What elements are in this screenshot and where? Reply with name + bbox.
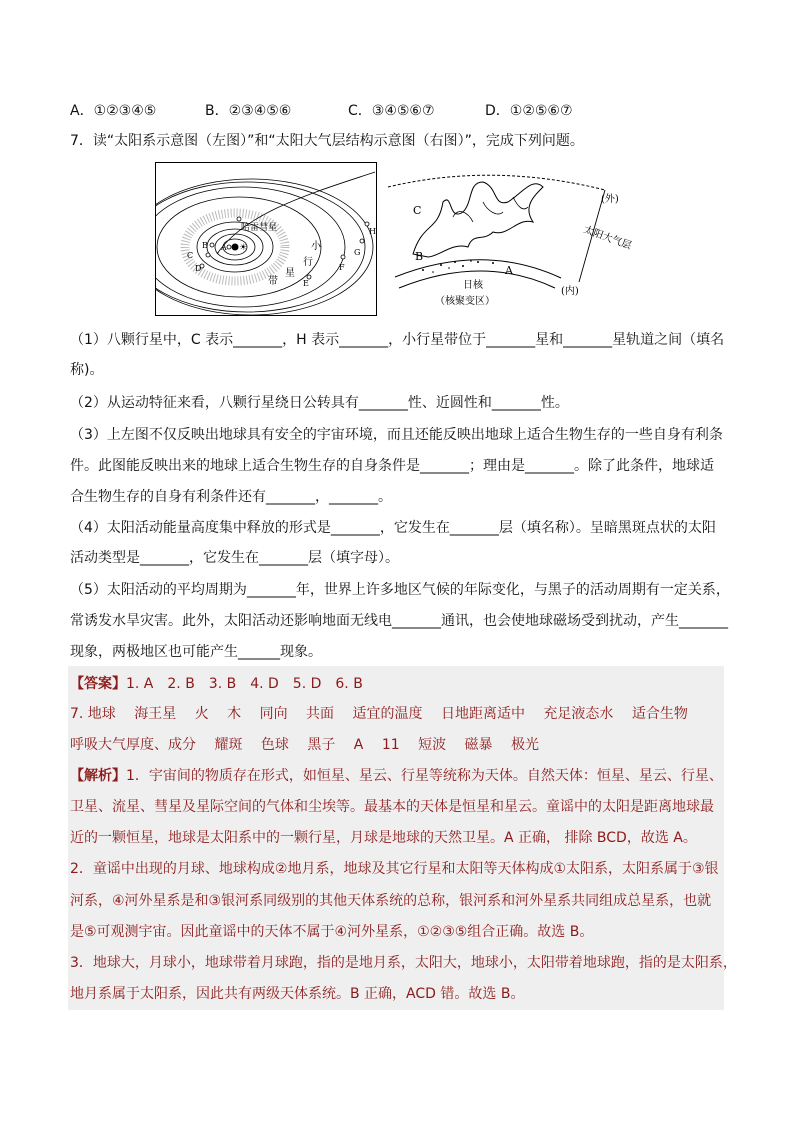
q4-line-2: 活动类型是_______，它发生在_______层（填字母）。 bbox=[70, 550, 399, 566]
belt-char-2: 行 bbox=[303, 257, 313, 268]
q5-line-2: 常诱发水旱灾害。此外，太阳活动还影响地面无线电_______通讯，也会使地球磁场受到扰动，产生_______ bbox=[70, 613, 728, 629]
solar-atmosphere-figure bbox=[383, 162, 645, 318]
analysis-p2-line-1: 2．童谣中出现的月球、地球构成②地月系，地球及其它行星和太阳等天体构成①太阳系，太阳系属于③银 bbox=[70, 861, 719, 877]
option-d: D．①②⑤⑥⑦ bbox=[485, 103, 573, 119]
q5-line-1: （5）太阳活动的平均周期为_______年，世界上许多地区气候的年际变化，与黑子的活动周期有一定关系， bbox=[70, 582, 730, 598]
q2-line: （2）从运动特征来看，八颗行星绕日公转具有_______性、近圆性和_______性。 bbox=[70, 395, 569, 411]
analysis-p2-line-2: 河系，④河外星系是和③银河系同级别的其他天体系统的总称，银河系和河外星系共同组成总星系，也就 bbox=[70, 893, 712, 909]
q4-line-1: （4）太阳活动能量高度集中释放的形式是_______，它发生在_______层（填名称）。呈暗黑斑点状的太阳 bbox=[70, 520, 716, 536]
analysis-p1-line-1 bbox=[70, 766, 723, 786]
layer-b-label: B bbox=[415, 250, 424, 263]
q3-line-3: 合生物生存的自身有利条件还有_______，_______。 bbox=[70, 489, 392, 505]
belt-char-3: 星 bbox=[285, 268, 295, 279]
analysis-p3-line-2: 地月系属于太阳系，因此共有两级天体系统。B 正确，ACD 错。故选 B。 bbox=[70, 986, 525, 1002]
planet-e-label: E bbox=[303, 279, 309, 288]
belt-char-1: 小 bbox=[311, 241, 321, 252]
analysis-p1-line-3: 近的一颗恒星，地球是太阳系中的一颗行星，月球是地球的天然卫星。A 正确， 排除 BCD，故选 A。 bbox=[70, 830, 697, 846]
analysis-p1-text: 1．宇宙间的物质存在形式，如恒星、星云、行星等统称为天体。自然天体：恒星、星云、行星、 bbox=[126, 768, 723, 784]
layer-c-label: C bbox=[413, 204, 422, 217]
comet-label: 哈雷彗星 bbox=[241, 223, 278, 233]
analysis-tag: 【解析】 bbox=[70, 768, 126, 784]
analysis-p3-line-1: 3．地球大，月球小，地球带着月球跑，指的是地月系，太阳大，地球小，太阳带着地球跑，指的是太阳系， bbox=[70, 955, 737, 971]
q1-line-2: 称)。 bbox=[70, 362, 104, 378]
outer-label: (外) bbox=[601, 194, 619, 205]
planet-a-label: A bbox=[221, 243, 227, 252]
solar-system-figure bbox=[155, 162, 377, 320]
question-7-intro: 7．读“太阳系示意图（左图）”和“太阳大气层结构示意图（右图）”，完成下列问题。 bbox=[70, 133, 584, 149]
core-label: 日核 bbox=[463, 280, 483, 291]
atmosphere-label: 太阳大气层 bbox=[581, 224, 633, 252]
planet-g-label: G bbox=[354, 248, 361, 257]
q3-line-1: （3）上左图不仅反映出地球具有安全的宇宙环境，而且还能反映出地球上适合生物生存的一些自身有利条 bbox=[70, 427, 723, 443]
option-c: C．③④⑤⑥⑦ bbox=[348, 103, 435, 119]
q5-line-3: 现象，两极地区也可能产生______现象。 bbox=[70, 644, 322, 660]
planet-h-label: H bbox=[369, 227, 376, 236]
planet-f-label: F bbox=[339, 263, 345, 272]
layer-a-label: A bbox=[505, 264, 513, 277]
core-sub-label: （核聚变区） bbox=[435, 296, 495, 307]
belt-char-4: 带 bbox=[268, 276, 278, 287]
q3-line-2: 件。此图能反映出来的地球上适合生物生存的自身条件是_______；理由是_______。除了此条件，地球适 bbox=[70, 458, 714, 474]
inner-label: (内) bbox=[561, 286, 579, 297]
answer-line-1 bbox=[70, 674, 363, 694]
option-a: A．①②③④⑤ bbox=[70, 103, 157, 119]
planet-b-label: B bbox=[202, 241, 208, 250]
option-b: B．②③④⑤⑥ bbox=[205, 103, 292, 119]
analysis-p1-line-2: 卫星、流星、彗星及星际空间的气体和尘埃等。最基本的天体是恒星和星云。童谣中的太阳是距离地球最 bbox=[70, 799, 714, 815]
answer-line-3: 呼吸大气厚度、成分 耀斑 色球 黑子 A 11 短波 磁暴 极光 bbox=[70, 737, 539, 753]
planet-c-label: C bbox=[187, 251, 194, 260]
answer-choices: 1. A 2. B 3. B 4. D 5. D 6. B bbox=[126, 676, 363, 692]
answer-tag: 【答案】 bbox=[70, 676, 126, 692]
answer-line-2: 7. 地球 海王星 火 木 同向 共面 适宜的温度 日地距离适中 充足液态水 适合生物 bbox=[70, 706, 688, 722]
sun-icon: ☀ bbox=[239, 243, 248, 253]
q1-line-1: （1）八颗行星中，C 表示_______，H 表示_______，小行星带位于_______星和_______星轨道之间（填名 bbox=[70, 332, 725, 348]
planet-d-label: D bbox=[195, 264, 202, 273]
analysis-p2-line-3: 是⑤可观测宇宙。因此童谣中的天体不属于④河外星系，①②③⑤组合正确。故选 B。 bbox=[70, 924, 594, 940]
